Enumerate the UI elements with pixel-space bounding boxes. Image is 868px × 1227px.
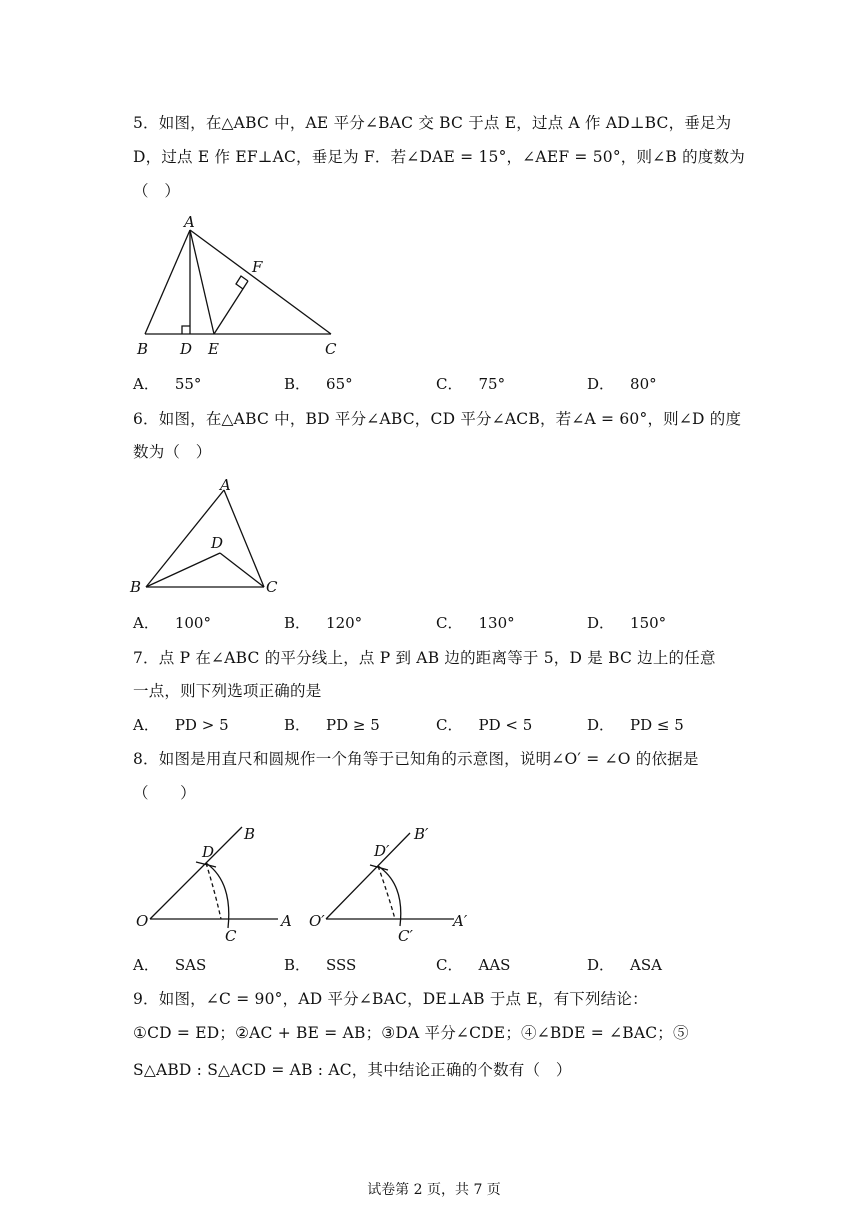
q5-label-d: D [180, 340, 193, 358]
q7-option-a[interactable]: A． PD > 5 [133, 716, 229, 734]
q8-option-b[interactable]: B． SSS [284, 956, 357, 974]
q8-option-d[interactable]: D． ASA [587, 956, 662, 974]
q6-option-a[interactable]: A． 100° [133, 614, 211, 632]
q6-option-b[interactable]: B． 120° [284, 614, 363, 632]
q6-label-a: A [220, 476, 231, 494]
q8-figure-right [308, 822, 488, 947]
q5-line-3: （ ） [133, 182, 181, 200]
page-footer: 试卷第 2 页，共 7 页 [367, 1182, 501, 1198]
q8-option-c[interactable]: C． AAS [436, 956, 511, 974]
q9-line-3: S△ABD : S△ACD = AB : AC，其中结论正确的个数有（ ） [133, 1061, 572, 1079]
q8-right-label-b: B′ [414, 825, 429, 843]
q8-left-label-a: A [281, 912, 292, 930]
q8-right-label-d: D′ [374, 842, 390, 860]
q8-right-label-a: A′ [453, 912, 468, 930]
q5-option-c[interactable]: C． 75° [436, 375, 506, 393]
q6-label-b: B [130, 578, 142, 596]
q8-option-a[interactable]: A． SAS [133, 956, 207, 974]
q5-label-f: F [252, 258, 263, 276]
q8-left-label-d: D [202, 843, 215, 861]
q5-option-a[interactable]: A． 55° [133, 375, 202, 393]
q5-option-b[interactable]: B． 65° [284, 375, 353, 393]
q5-line-2: D，过点 E 作 EF⊥AC，垂足为 F．若∠DAE = 15°，∠AEF = 50°，则∠B 的度数为 [133, 148, 745, 166]
q7-line-1: 7．点 P 在∠ABC 的平分线上，点 P 到 AB 边的距离等于 5，D 是 BC 边上的任意 [133, 649, 716, 667]
q6-option-c[interactable]: C． 130° [436, 614, 515, 632]
q6-label-c: C [266, 578, 278, 596]
q5-options [133, 374, 783, 394]
q6-option-d[interactable]: D． 150° [587, 614, 667, 632]
q8-right-label-c: C′ [398, 927, 413, 945]
q7-option-d[interactable]: D． PD ≤ 5 [587, 716, 684, 734]
q8-figure-left [132, 822, 302, 947]
q5-label-b: B [137, 340, 149, 358]
q5-figure [128, 215, 358, 365]
q9-line-1: 9．如图，∠C = 90°，AD 平分∠BAC，DE⊥AB 于点 E，有下列结论： [133, 990, 648, 1008]
q7-line-2: 一点，则下列选项正确的是 [133, 682, 322, 700]
q5-option-d[interactable]: D． 80° [587, 375, 657, 393]
q7-option-c[interactable]: C． PD < 5 [436, 716, 533, 734]
q8-left-label-o: O [136, 912, 149, 930]
q5-label-c: C [325, 340, 337, 358]
q8-line-1: 8．如图是用直尺和圆规作一个角等于已知角的示意图，说明∠O′ = ∠O 的依据是 [133, 750, 699, 768]
q8-options [133, 955, 783, 975]
q8-line-2: （ ） [133, 784, 196, 802]
q6-figure [128, 476, 288, 601]
q5-label-e: E [208, 340, 219, 358]
q6-options [133, 613, 783, 633]
q6-line-1: 6．如图，在△ABC 中，BD 平分∠ABC，CD 平分∠ACB，若∠A = 60°，则∠D 的度 [133, 410, 742, 428]
q5-line-1: 5．如图，在△ABC 中，AE 平分∠BAC 交 BC 于点 E，过点 A 作 AD⊥BC，垂足为 [133, 114, 732, 132]
q7-option-b[interactable]: B． PD ≥ 5 [284, 716, 380, 734]
q8-left-label-c: C [225, 927, 237, 945]
q5-label-a: A [184, 215, 195, 231]
q6-label-d: D [211, 534, 224, 552]
q8-left-label-b: B [244, 825, 256, 843]
q8-right-label-o: O′ [309, 912, 325, 930]
q6-line-2: 数为（ ） [133, 443, 212, 461]
q9-line-2: ①CD = ED；②AC + BE = AB；③DA 平分∠CDE；④∠BDE = ∠BAC；⑤ [133, 1024, 689, 1042]
q7-options [133, 715, 783, 735]
